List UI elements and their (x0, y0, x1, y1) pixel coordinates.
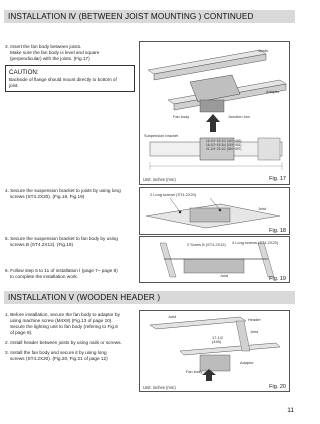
label-joists: Joists (258, 48, 268, 53)
section-header-joist-mounting: INSTALLATION Ⅳ (BETWEEN JOIST MOUNTING ) CONTINUED (4, 10, 295, 23)
step-6-text (5, 268, 141, 280)
label-joist: Joist (220, 273, 228, 278)
step-line: screws B (ST4.2X12). (Fig.19) (10, 242, 74, 247)
label-header: Header (248, 317, 261, 322)
label-joist: Joist (250, 329, 258, 334)
dim-line: 16-1/4~18-1/2 (410~466) (206, 139, 242, 143)
label-adaptor: Adaptor (266, 89, 280, 94)
step-line: (perpendicular) with the joists. (Fig.17) (10, 56, 90, 61)
step-line: screws (ST4.2X20). (Fig.18, Fig.19) (10, 194, 85, 199)
caution-box (5, 65, 135, 92)
step-line: 4. Secure the suspension bracket to joists by using long (5, 188, 121, 193)
dim-label: (445) (212, 339, 222, 344)
figure-caption: Fig. 17 (269, 176, 286, 182)
figure-20 (139, 310, 290, 392)
caution-line: Backside of flange should mount directly to bottom of (9, 77, 117, 82)
step-line: to complete the installation work. (10, 274, 79, 279)
caution-title: CAUTION: (9, 69, 39, 76)
label-fan-body: Fan body (173, 114, 190, 119)
label-joist: Joist (168, 314, 176, 319)
header-steps-text (5, 312, 143, 362)
fig20-illustration (140, 311, 291, 393)
step-3-text (5, 44, 141, 62)
step-line: 2. Install header between joists by using nails or screws. (5, 340, 122, 345)
figure-18 (139, 187, 290, 235)
dim-line: 16-1/2~18-3/4 (419~481) (206, 143, 242, 147)
label-long-screws: 4 Long screws (ST4.2X20) (232, 240, 279, 245)
step-line: 1. Before installation, secure the fan body to adaptor by (5, 312, 120, 317)
figure-caption: Fig. 19 (269, 276, 286, 282)
label-adaptor: Adaptor (240, 360, 254, 365)
step-line: 3. Install the fan body and secure it by using long (5, 350, 107, 355)
section-header-wooden-header: INSTALLATION Ⅴ (WOODEN HEADER ) (4, 291, 295, 304)
label-fan-body: Fan body (186, 369, 203, 374)
figure-19 (139, 236, 290, 283)
unit-label: Unit: inches (mm) (143, 177, 176, 182)
step-line: Secure the lighting unit to fan body (refering to Fig.6 (10, 324, 118, 329)
label-junction-box: Junction box (228, 114, 250, 119)
step-line: of page 8). (10, 330, 33, 335)
label-long-screws: 2 Long screws (ST4.2X20) (150, 192, 197, 197)
dim-line: 21-1/4~23-1/2 (540~597) (206, 147, 242, 151)
step-line: Make sure the fan body is level and square (10, 50, 100, 55)
step-line: screws (ST4.2X20). (Fig.20, Fig.21 of page 12) (10, 356, 108, 361)
dim-label: 17-1/2 (212, 335, 224, 340)
step-line: using machine screw (M4X8) (Fig.13 of page 10). (10, 318, 113, 323)
step-line: 6. Follow step 5 to 11 of installation Ⅰ (page 7~ page 8) (5, 268, 118, 273)
caution-line: joist. (9, 82, 19, 88)
unit-label: Unit: inches (mm) (143, 385, 176, 390)
page-number: 11 (287, 407, 294, 414)
figure-caption: Fig. 18 (269, 228, 286, 234)
step-line: 3. Insert the fan body between joists. (5, 44, 82, 49)
step-5-text (5, 236, 141, 248)
label-suspension-bracket: Suspension bracket (144, 133, 179, 138)
fig17-illustration (140, 42, 291, 186)
step-line: 5. Secure the suspension bracket to fan body by using (5, 236, 118, 241)
figure-caption: Fig. 20 (269, 384, 286, 390)
label-screw-b: 2 Screw B (ST4.2X12) (187, 242, 226, 247)
label-joist: Joist (258, 206, 266, 211)
step-4-text (5, 188, 141, 200)
figure-17 (139, 41, 290, 185)
